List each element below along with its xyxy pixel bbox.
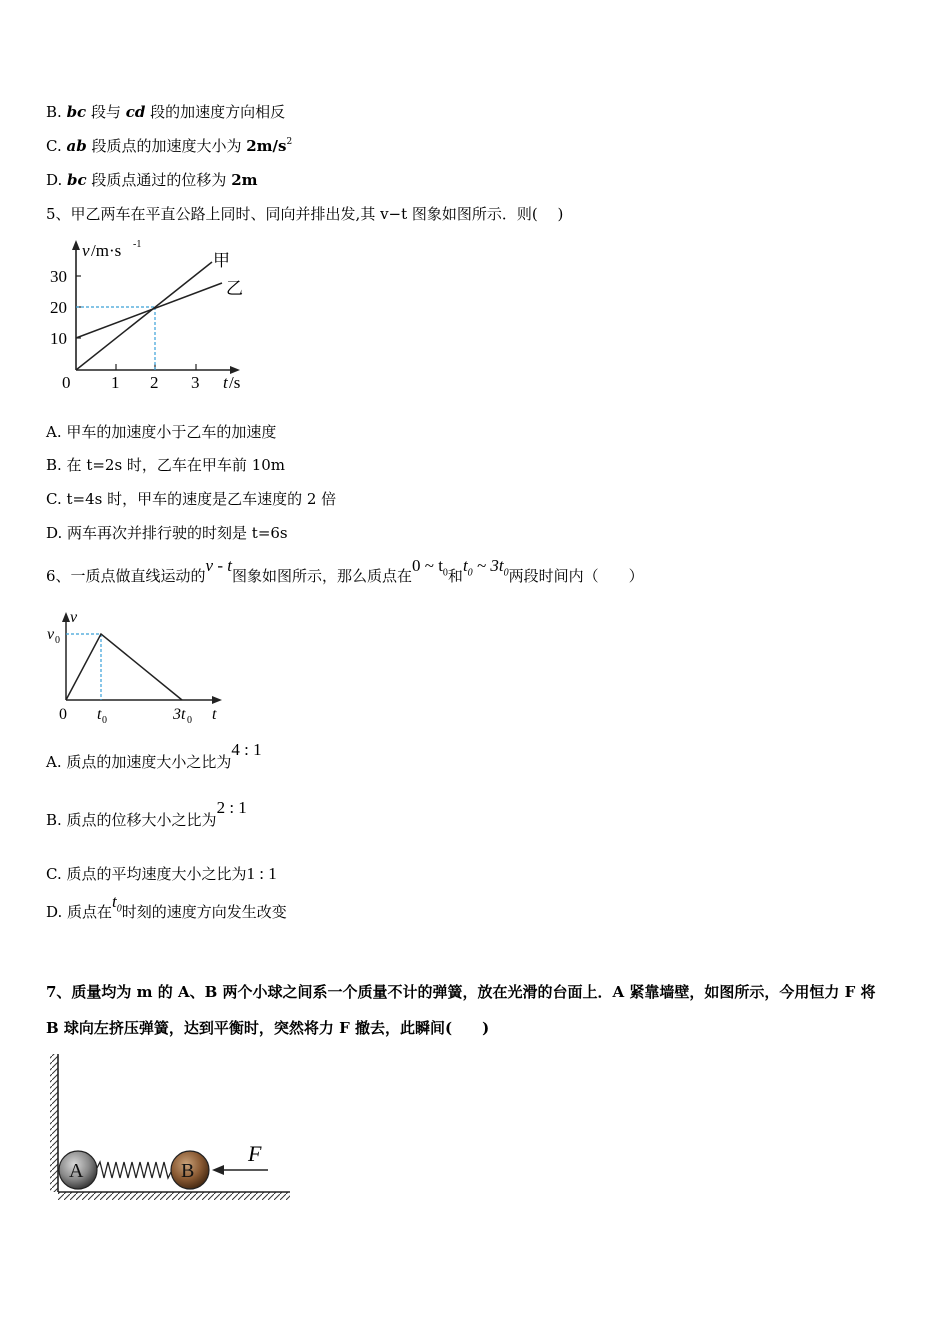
option-text: 段与 <box>86 103 126 121</box>
y-tick-label: 10 <box>50 329 67 348</box>
stem-text: 6、一质点做直线运动的 <box>46 567 206 585</box>
segment-label: bc <box>66 103 87 121</box>
segment-label: bc <box>67 171 87 189</box>
y-tick-label: 30 <box>50 267 67 286</box>
q7-spring-figure <box>40 1050 300 1210</box>
option-text: 时刻的速度方向发生改变 <box>121 903 287 921</box>
q6-option-a <box>46 740 262 778</box>
y-axis-unit-exp: -1 <box>133 239 142 250</box>
line-yi <box>76 283 222 338</box>
x-axis-unit: /s <box>229 373 241 392</box>
q7-stem-line1: 7、质量均为 m 的 A、B 两个小球之间系一个质量不计的弹簧，放在光滑的台面上．A 紧靠墙壁，如图所示，今用恒力 F 将 <box>46 983 876 1001</box>
q4-option-c <box>46 136 292 159</box>
y-axis-arrow <box>72 240 80 250</box>
option-value: 2m/s <box>246 137 287 155</box>
x-tick-label: 3 <box>191 373 200 392</box>
stem-text: 两段时间内（ ） <box>508 567 644 585</box>
option-text: 段质点的加速度大小为 <box>86 137 247 155</box>
wall-hatch <box>50 1054 58 1192</box>
q4-option-d <box>46 170 258 190</box>
option-text: D. 质点在 <box>46 903 113 921</box>
ratio: 4 : 1 <box>231 740 262 759</box>
q6-option-d <box>46 892 287 935</box>
q6-option-b <box>46 798 247 836</box>
x-tick-label: 2 <box>150 373 159 392</box>
math-range: 0 ~ t <box>412 556 443 575</box>
option-prefix: D. <box>46 171 68 189</box>
math-sub: 0 <box>442 567 448 579</box>
label-t0-sub: 0 <box>102 715 107 726</box>
floor-hatch <box>58 1192 290 1200</box>
ratio: 1 : 1 <box>246 864 277 883</box>
q5-option-b: B. 在 t=2s 时，乙车在甲车前 10m <box>46 456 286 474</box>
option-text: C. 质点的平均速度大小之比为 <box>46 865 247 883</box>
q6-option-c <box>46 858 277 890</box>
q6-vt-graph <box>40 606 240 726</box>
q5-option-a: A. 甲车的加速度小于乙车的加速度 <box>46 423 277 441</box>
q5-option-d: D. 两车再次并排行驶的时刻是 t=6s <box>46 524 288 542</box>
option-text: B. 质点的位移大小之比为 <box>46 811 217 829</box>
option-text: A. 质点的加速度大小之比为 <box>46 753 232 771</box>
y-axis-unit: /m·s <box>91 241 122 260</box>
label-3t0-sub: 0 <box>187 715 192 726</box>
axis-symbol-t: t <box>212 706 217 723</box>
spring <box>96 1162 172 1178</box>
label-yi: 乙 <box>226 279 243 298</box>
q4-option-b <box>46 102 285 122</box>
option-value: 2m <box>231 171 258 189</box>
line-jia <box>76 262 212 370</box>
q5-option-c: C. t=4s 时，甲车的速度是乙车速度的 2 倍 <box>46 490 337 508</box>
force-label: F <box>248 1141 262 1166</box>
math-sub: 0 <box>116 903 122 915</box>
option-prefix: B. <box>46 103 67 121</box>
x-axis-symbol: t <box>223 373 228 392</box>
q5-vt-graph <box>40 236 260 396</box>
segment-label: ab <box>66 137 87 155</box>
math-t: t <box>112 892 117 911</box>
x-axis-arrow <box>212 696 222 704</box>
ball-b-label: B <box>181 1160 195 1182</box>
label-3t0: 3t <box>173 706 186 723</box>
y-axis-symbol: v <box>82 241 90 260</box>
exponent: 2 <box>286 137 293 147</box>
label-t0: t <box>97 706 102 723</box>
math-range: ~ 3t <box>472 556 504 575</box>
y-tick-label: 20 <box>50 298 67 317</box>
option-text: 段质点通过的位移为 <box>86 171 232 189</box>
option-prefix: C. <box>46 137 67 155</box>
math-vt: v - t <box>205 556 232 575</box>
origin-label: 0 <box>59 706 67 723</box>
ratio: 2 : 1 <box>216 798 247 817</box>
stem-text: 图象如图所示，那么质点在 <box>231 567 412 585</box>
velocity-line <box>66 634 182 700</box>
math-range: t <box>462 556 468 575</box>
q7-stem-line2: B 球向左挤压弹簧，达到平衡时，突然将力 F 撤去，此瞬间( ) <box>46 1019 490 1037</box>
label-v0: v <box>47 626 55 643</box>
label-v0-sub: 0 <box>55 635 60 646</box>
x-tick-label: 1 <box>111 373 120 392</box>
label-jia: 甲 <box>213 251 230 270</box>
math-sub: 0 <box>467 567 473 579</box>
option-text: 段的加速度方向相反 <box>145 103 286 121</box>
stem-text: 和 <box>447 567 463 585</box>
math-sub: 0 <box>503 567 509 579</box>
force-arrowhead <box>212 1165 224 1175</box>
x-tick-label: 0 <box>62 373 71 392</box>
y-axis-arrow <box>62 612 70 622</box>
q5-stem: 5、甲乙两车在平直公路上同时、同向并排出发,其 v−t 图象如图所示．则( ) <box>46 205 564 223</box>
q6-stem <box>46 556 644 599</box>
segment-label: cd <box>125 103 146 121</box>
ball-a-label: A <box>69 1160 84 1182</box>
axis-symbol-v: v <box>70 609 78 626</box>
